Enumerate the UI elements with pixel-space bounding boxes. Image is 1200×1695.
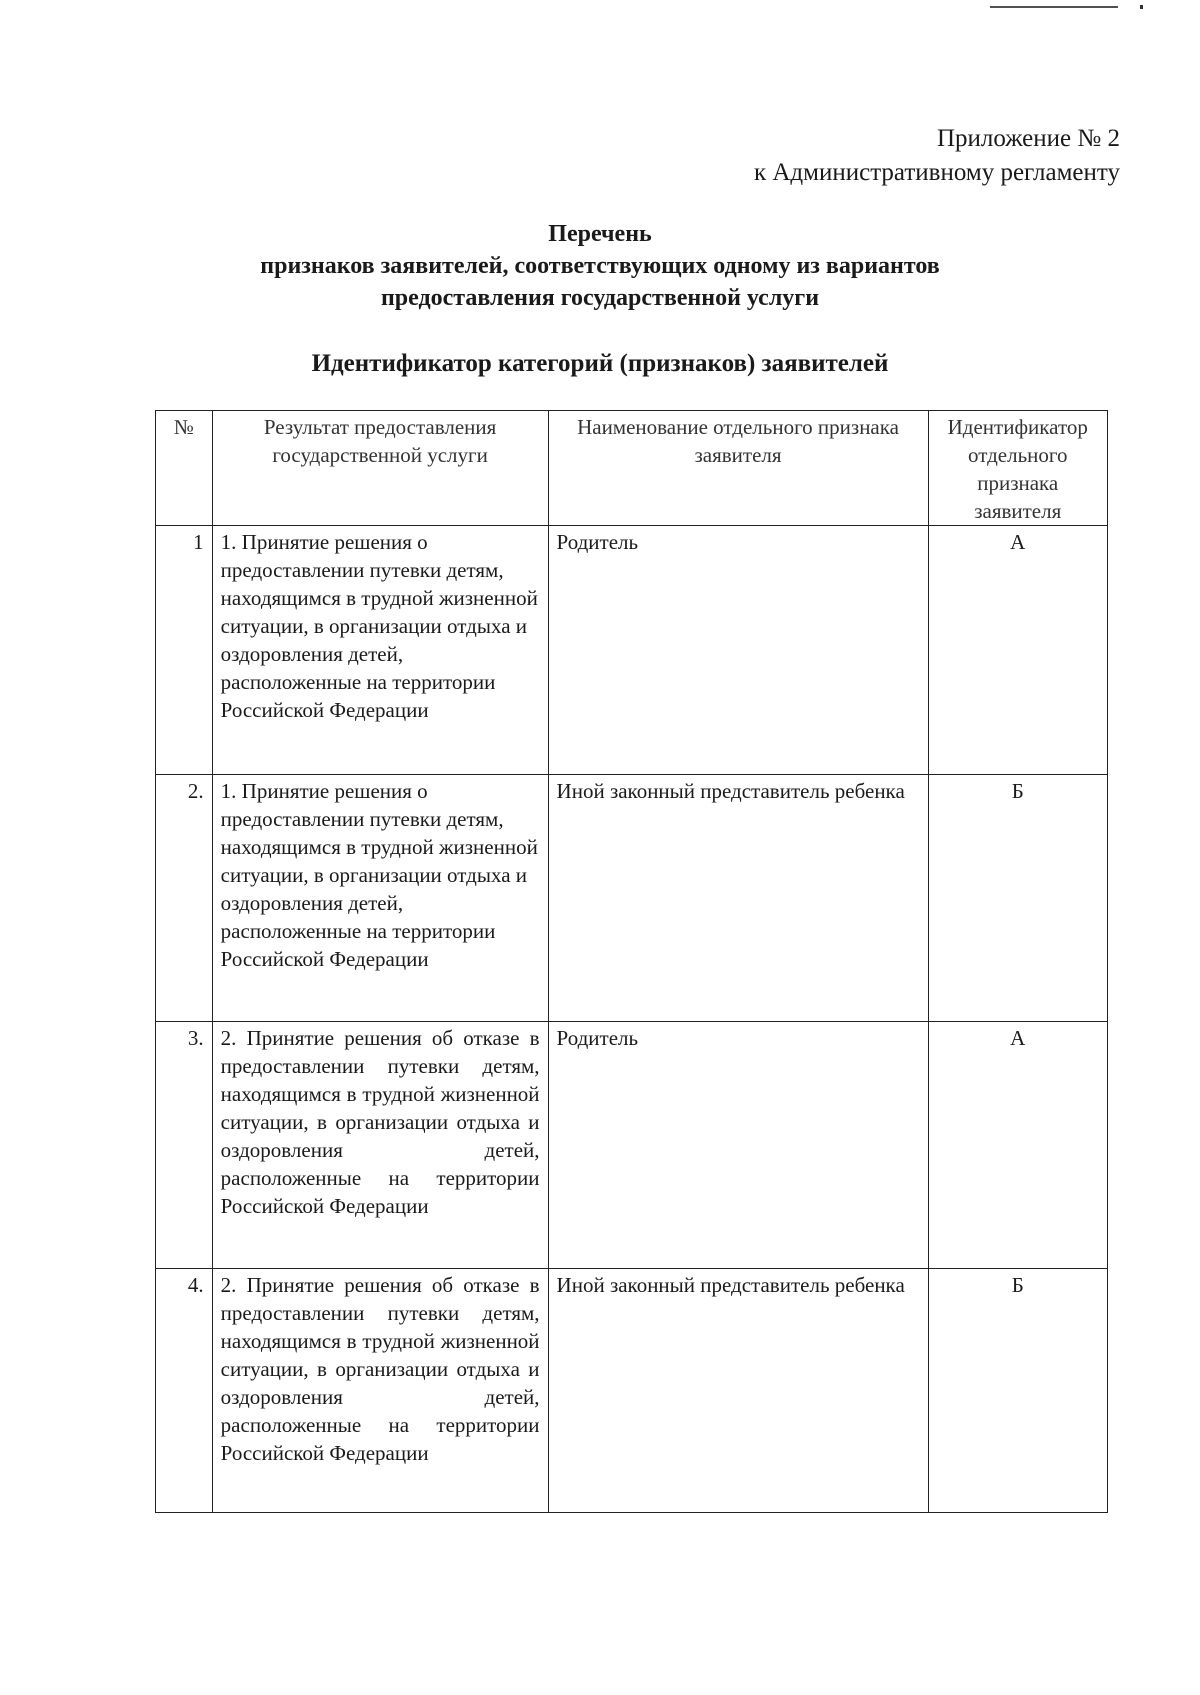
heading-line-3: предоставления государственной услуги bbox=[380, 285, 820, 311]
table-caption: Идентификатор категорий (признаков) заявителей bbox=[311, 350, 889, 377]
row-identifier: А bbox=[928, 1022, 1108, 1269]
header-attribute-name: Наименование отдельного признака заявителя bbox=[548, 411, 928, 526]
table-row bbox=[156, 1022, 1108, 1269]
row-result: 1. Принятие решения о предоставлении путевки детям, находящимся в трудной жизненной ситуации, в организации отдыха и оздоровления детей, расположенные на территории Российской Федерации bbox=[212, 775, 548, 1022]
applicant-identifier-table bbox=[155, 410, 1108, 1513]
table-row bbox=[156, 526, 1108, 775]
row-result: 2. Принятие решения об отказе в предоставлении путевки детям, находящимся в трудной жизненной ситуации, в организации отдыха и оздоровления детей, расположенные на территории Российской Федерации bbox=[212, 1022, 548, 1269]
heading-line-2: признаков заявителей, соответствующих одному из вариантов bbox=[260, 253, 940, 279]
table-row bbox=[156, 775, 1108, 1022]
row-identifier: А bbox=[928, 526, 1108, 775]
row-identifier: Б bbox=[928, 775, 1108, 1022]
header-result: Результат предоставления государственной услуги bbox=[212, 411, 548, 526]
scan-edge-dot bbox=[1140, 5, 1143, 9]
table-row bbox=[156, 1269, 1108, 1513]
appendix-reference bbox=[754, 122, 1120, 190]
document-heading bbox=[0, 218, 1200, 314]
heading-title: Перечень bbox=[548, 221, 652, 247]
row-attribute-name: Родитель bbox=[548, 1022, 928, 1269]
row-number: 4. bbox=[156, 1269, 213, 1513]
header-identifier: Идентификатор отдельного признака заявителя bbox=[928, 411, 1108, 526]
row-attribute-name: Иной законный представитель ребенка bbox=[548, 1269, 928, 1513]
row-number: 2. bbox=[156, 775, 213, 1022]
table-header-row bbox=[156, 411, 1108, 526]
row-number: 1 bbox=[156, 526, 213, 775]
row-identifier: Б bbox=[928, 1269, 1108, 1513]
appendix-number: Приложение № 2 bbox=[936, 125, 1120, 152]
header-number: № bbox=[156, 411, 213, 526]
row-attribute-name: Иной законный представитель ребенка bbox=[548, 775, 928, 1022]
row-number: 3. bbox=[156, 1022, 213, 1269]
row-attribute-name: Родитель bbox=[548, 526, 928, 775]
appendix-regulation: к Административному регламенту bbox=[753, 159, 1120, 186]
row-result: 2. Принятие решения об отказе в предоставлении путевки детям, находящимся в трудной жизненной ситуации, в организации отдыха и оздоровления детей, расположенные на территории Российской Федерации bbox=[212, 1269, 548, 1513]
row-result: 1. Принятие решения о предоставлении путевки детям, находящимся в трудной жизненной ситуации, в организации отдыха и оздоровления детей, расположенные на территории Российской Федерации bbox=[212, 526, 548, 775]
scan-edge-mark bbox=[990, 6, 1118, 8]
